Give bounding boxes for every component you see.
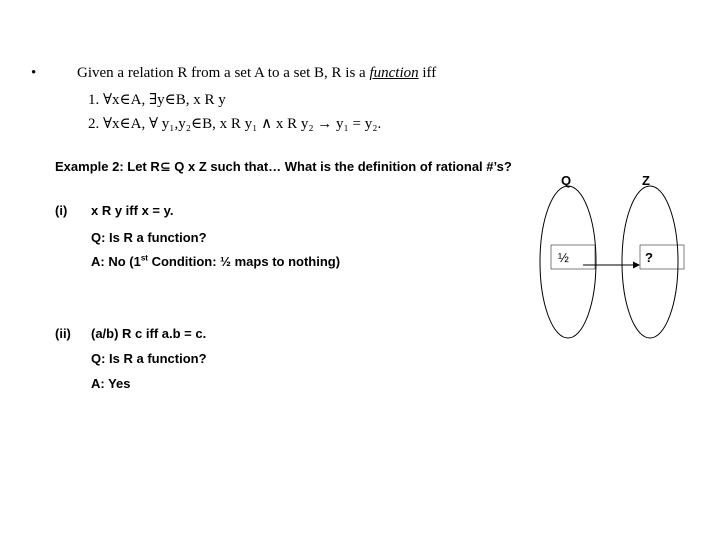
condition-1: 1. ∀x∈A, ∃y∈B, x R y: [88, 92, 226, 108]
case-ii-rule: (a/b) R c iff a.b = c.: [91, 326, 207, 341]
example-heading: Example 2: Let R⊆ Q x Z such that… What is the definition of rational #’s?: [55, 159, 512, 174]
bullet: •: [31, 65, 37, 81]
function-term: function: [369, 65, 419, 81]
case-i-answer-ordinal: st: [140, 253, 148, 263]
intro-text: Given a relation R from a set A to a set B, R is a: [77, 65, 370, 81]
case-i-rule: x R y iff x = y.: [91, 203, 174, 218]
condition-2: 2. ∀x∈A, ∀ y₁,y₂∈B, x R y₁ ∧ x R y₂ → y₁ = y₂.: [88, 116, 382, 132]
case-ii-answer: A: Yes: [91, 376, 131, 391]
case-i-question: Q: Is R a function?: [91, 230, 207, 245]
case-i-answer-rest: Condition: ½ maps to nothing): [147, 254, 341, 269]
case-ii-question: Q: Is R a function?: [91, 351, 207, 366]
intro-iff: iff: [418, 65, 437, 81]
case-i-answer-text: A: No (1: [91, 254, 141, 269]
domain-element: ½: [558, 250, 569, 265]
arrowhead-icon: [633, 262, 640, 269]
case-ii-label: (ii): [55, 326, 71, 341]
codomain-element: ?: [645, 250, 653, 265]
codomain-set-label: Z: [642, 173, 650, 188]
case-i-label: (i): [55, 203, 68, 218]
domain-set-label: Q: [561, 173, 572, 188]
